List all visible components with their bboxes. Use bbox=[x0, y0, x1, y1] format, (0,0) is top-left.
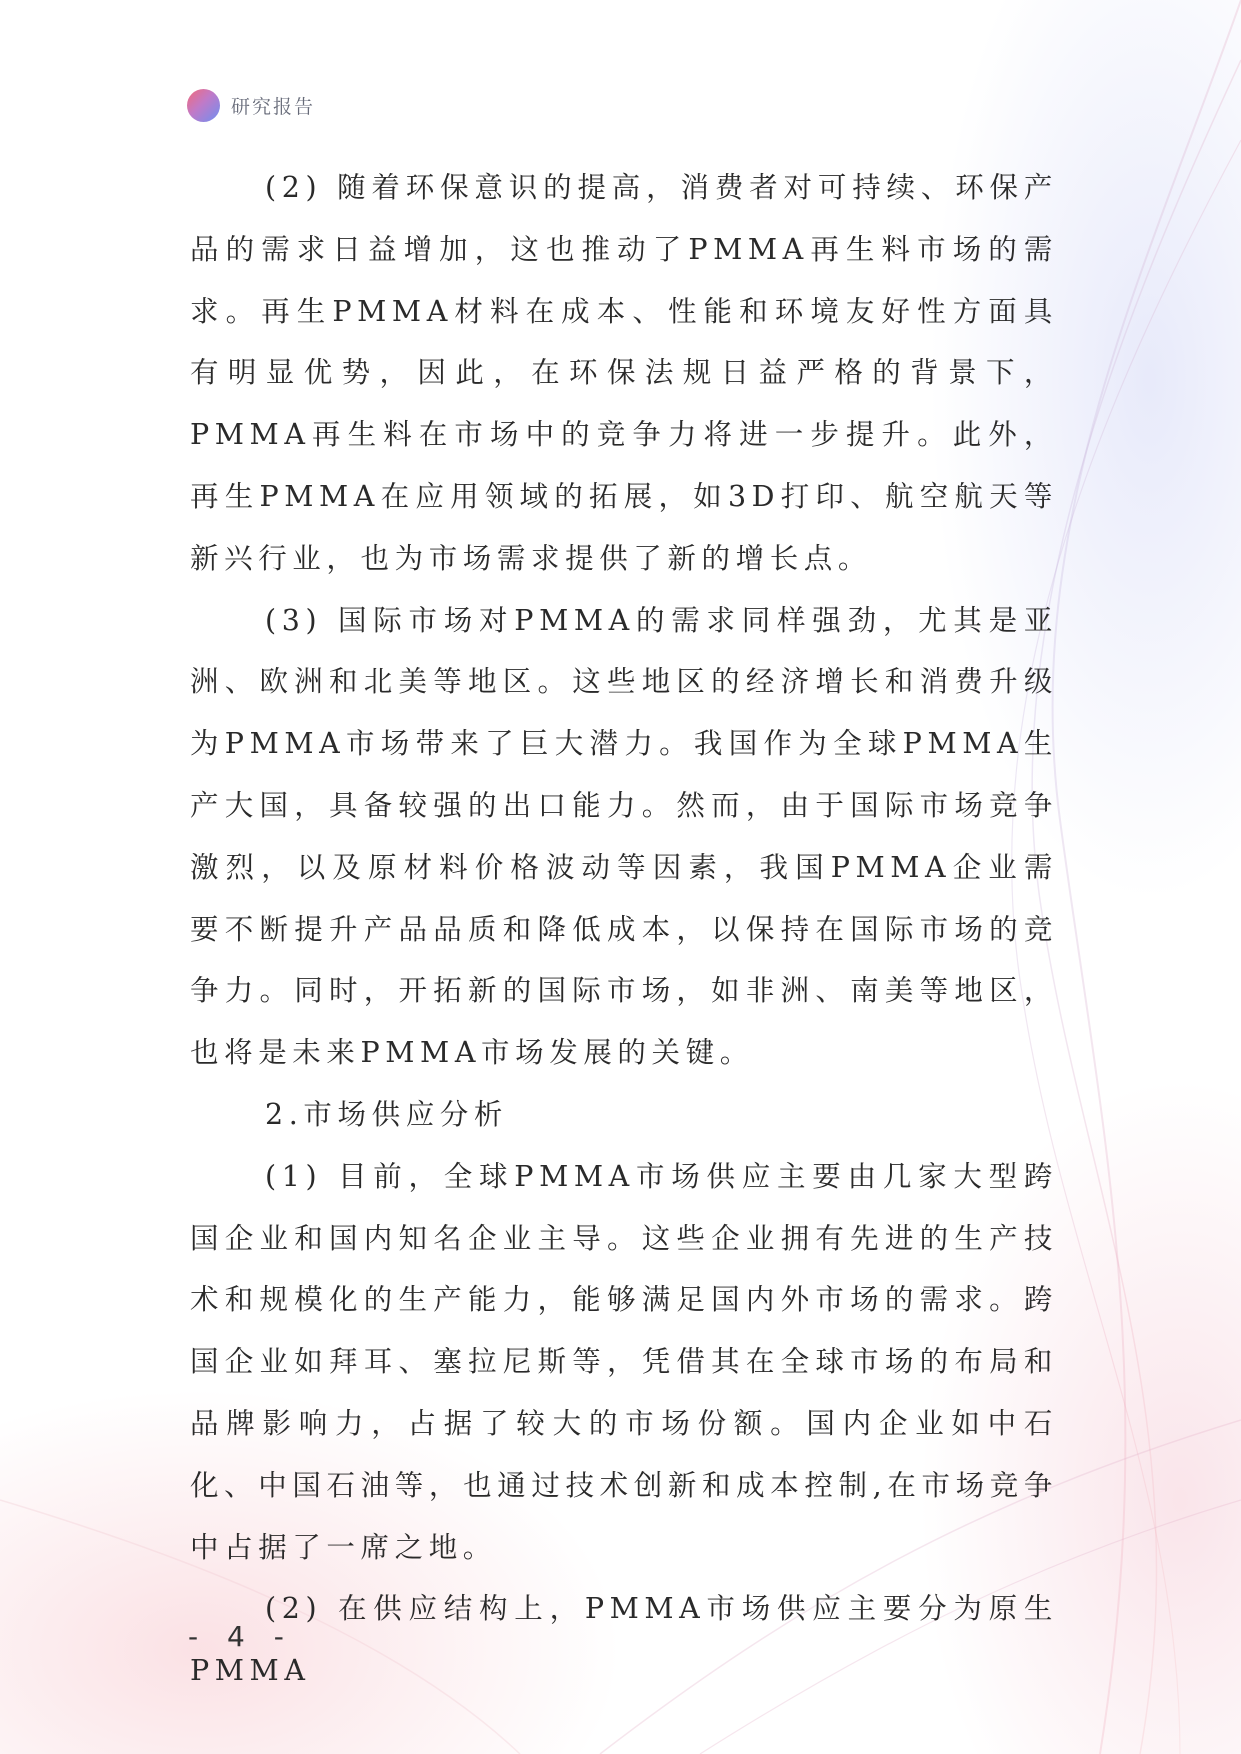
paragraph-supply-players: (1) 目前，全球PMMA市场供应主要由几家大型跨国企业和国内知名企业主导。这些企业拥有先进的生产技术和规模化的生产能力，能够满足国内外市场的需求。跨国企业如拜耳、塞拉尼斯等，凭借其在全球市场的布局和品牌影响力，占据了较大的市场份额。国内企业如中石化、中国石油等，也通过技术创新和成本控制,在市场竞争中占据了一席之地。 bbox=[190, 1159, 1058, 1564]
paragraph-international-demand: (3) 国际市场对PMMA的需求同样强劲，尤其是亚洲、欧洲和北美等地区。这些地区的经济增长和消费升级为PMMA市场带来了巨大潜力。我国作为全球PMMA生产大国，具备较强的出口能力。然而，由于国际市场竞争激烈，以及原材料价格波动等因素，我国PMMA企业需要不断提升产品品质和降低成本，以保持在国际市场的竞争力。同时，开拓新的国际市场，如非洲、南美等地区，也将是未来PMMA市场发展的关键。 bbox=[190, 603, 1058, 1070]
paragraph-supply-structure: (2) 在供应结构上，PMMA市场供应主要分为原生PMMA bbox=[190, 1592, 1058, 1688]
report-header-title: 研究报告 bbox=[231, 95, 316, 118]
report-header bbox=[187, 88, 315, 122]
section-heading-market-supply: 2.市场供应分析 bbox=[265, 1097, 508, 1131]
page-number: - 4 - bbox=[188, 1620, 294, 1653]
gradient-circle-icon bbox=[187, 89, 220, 122]
paragraph-environmental-demand: (2) 随着环保意识的提高，消费者对可持续、环保产品的需求日益增加，这也推动了PMMA再生料市场的需求。再生PMMA材料在成本、性能和环境友好性方面具有明显优势，因此，在环保法规日益严格的背景下，PMMA再生料在市场中的竞争力将进一步提升。此外，再生PMMA在应用领域的拓展，如3D打印、航空航天等新兴行业，也为市场需求提供了新的增长点。 bbox=[190, 171, 1058, 575]
document-body bbox=[190, 157, 1058, 1702]
